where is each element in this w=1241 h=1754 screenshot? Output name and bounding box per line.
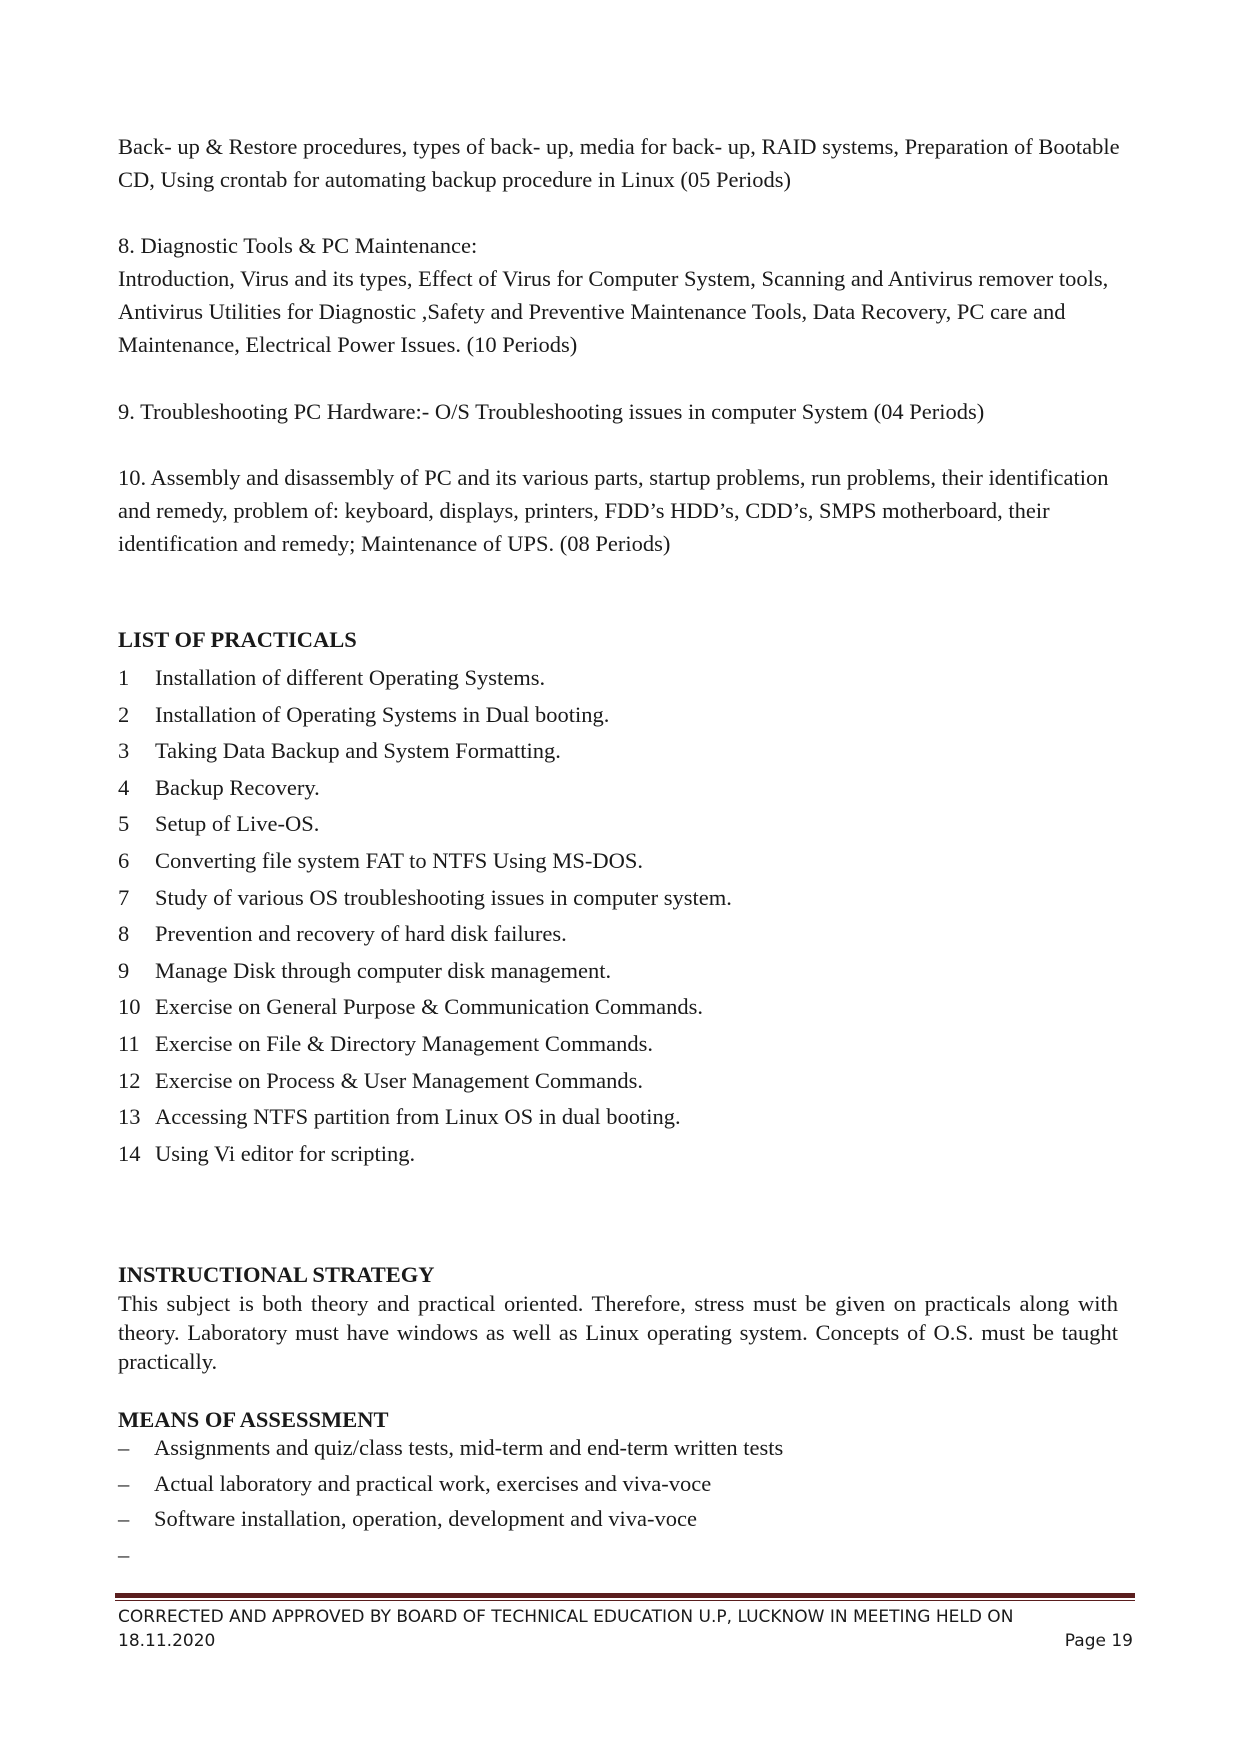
dash-bullet: – <box>118 1541 130 1567</box>
list-item <box>118 1430 1118 1466</box>
footer-divider <box>115 1593 1135 1598</box>
list-item <box>118 989 1118 1026</box>
item-number: 11 <box>118 1030 140 1056</box>
footer-divider-thin <box>115 1600 1135 1601</box>
item-text: Installation of Operating Systems in Dual booting. <box>155 701 610 727</box>
item-text: Manage Disk through computer disk management. <box>155 957 612 983</box>
item-text: Actual laboratory and practical work, exercises and viva-voce <box>154 1470 712 1496</box>
practicals-heading: LIST OF PRACTICALS <box>118 627 357 652</box>
footer-date: 18.11.2020 <box>118 1631 216 1651</box>
item-number: 3 <box>118 738 130 764</box>
item-number: 10 <box>118 994 141 1020</box>
item-number: 8 <box>118 921 130 947</box>
list-item <box>118 697 1118 734</box>
list-item <box>118 770 1118 807</box>
item-text: Exercise on General Purpose & Communication Commands. <box>155 994 704 1020</box>
list-item <box>118 1466 1118 1502</box>
footer-approval-text: CORRECTED AND APPROVED BY BOARD OF TECHNICAL EDUCATION U.P, LUCKNOW IN MEETING HELD ON <box>118 1607 1014 1627</box>
list-item <box>118 733 1118 770</box>
list-item <box>118 1136 1118 1173</box>
item-number: 1 <box>118 665 130 690</box>
item-number: 6 <box>118 847 130 873</box>
dash-bullet: – <box>118 1470 130 1496</box>
list-item <box>118 806 1118 843</box>
item-text: Backup Recovery. <box>155 774 320 800</box>
dash-bullet: – <box>118 1435 130 1460</box>
strategy-text: This subject is both theory and practical oriented. Therefore, stress must be given on practicals along with theory. Laboratory must have windows as well as Linux operating system. Concepts of O.S. must be taught practically. <box>118 1291 1118 1374</box>
item-text: Exercise on Process & User Management Commands. <box>155 1067 644 1093</box>
item-number: 4 <box>118 774 130 800</box>
diagnostic-title: 8. Diagnostic Tools & PC Maintenance: <box>118 233 478 258</box>
item-text: Using Vi editor for scripting. <box>155 1140 416 1166</box>
list-item <box>118 916 1118 953</box>
item-number: 13 <box>118 1104 141 1130</box>
item-text: Software installation, operation, development and viva-voce <box>154 1506 697 1531</box>
assessment-list <box>118 1430 1118 1572</box>
practicals-list <box>118 660 1118 1172</box>
troubleshooting-paragraph: 9. Troubleshooting PC Hardware:- O/S Troubleshooting issues in computer System (04 Periods) <box>118 399 985 424</box>
footer-row <box>118 1629 1133 1653</box>
list-item <box>118 880 1118 917</box>
item-text: Installation of different Operating Systems. <box>155 665 546 690</box>
item-number: 9 <box>118 957 130 983</box>
item-text: Converting file system FAT to NTFS Using MS-DOS. <box>155 847 643 873</box>
list-item <box>118 1063 1118 1100</box>
list-item <box>118 1026 1118 1063</box>
item-text: Exercise on File & Directory Management Commands. <box>155 1030 653 1056</box>
strategy-heading: INSTRUCTIONAL STRATEGY <box>118 1262 435 1287</box>
item-number: 14 <box>118 1140 141 1166</box>
item-number: 2 <box>118 701 130 727</box>
item-text: Taking Data Backup and System Formatting. <box>155 738 561 764</box>
item-number: 7 <box>118 884 130 910</box>
list-item <box>118 1099 1118 1136</box>
list-item <box>118 953 1118 990</box>
backup-paragraph: Back- up & Restore procedures, types of back- up, media for back- up, RAID systems, Preparation of Bootable CD, Using crontab for automating backup procedure in Linux (05 Periods) <box>118 134 1120 192</box>
diagnostic-section <box>118 229 1128 361</box>
list-item <box>118 1537 1118 1573</box>
list-item <box>118 843 1118 880</box>
dash-bullet: – <box>118 1506 130 1531</box>
item-number: 12 <box>118 1067 141 1093</box>
item-number: 5 <box>118 811 130 837</box>
item-text: Assignments and quiz/class tests, mid-term and end-term written tests <box>154 1435 784 1460</box>
item-text: Accessing NTFS partition from Linux OS in dual booting. <box>155 1104 681 1130</box>
assessment-heading: MEANS OF ASSESSMENT <box>118 1407 389 1432</box>
item-text: Study of various OS troubleshooting issues in computer system. <box>155 884 732 910</box>
list-item <box>118 660 1118 697</box>
list-item <box>118 1501 1118 1537</box>
diagnostic-text: Introduction, Virus and its types, Effect of Virus for Computer System, Scanning and Antivirus remover tools, Antivirus Utilities for Diagnostic ,Safety and Preventive Maintenance Tools, Data Recovery, PC care and Maintenance, Electrical Power Issues. (10 Periods) <box>118 266 1109 357</box>
page-footer <box>118 1605 1133 1653</box>
page-number: Page 19 <box>1064 1631 1133 1651</box>
item-text: Prevention and recovery of hard disk failures. <box>155 921 567 947</box>
item-text: Setup of Live-OS. <box>155 811 320 837</box>
assembly-paragraph: 10. Assembly and disassembly of PC and its various parts, startup problems, run problems, their identification and remedy, problem of: keyboard, displays, printers, FDD’s HDD’s, CDD’s, SMPS motherboard, their identification and remedy; Maintenance of UPS. (08 Periods) <box>118 465 1109 556</box>
